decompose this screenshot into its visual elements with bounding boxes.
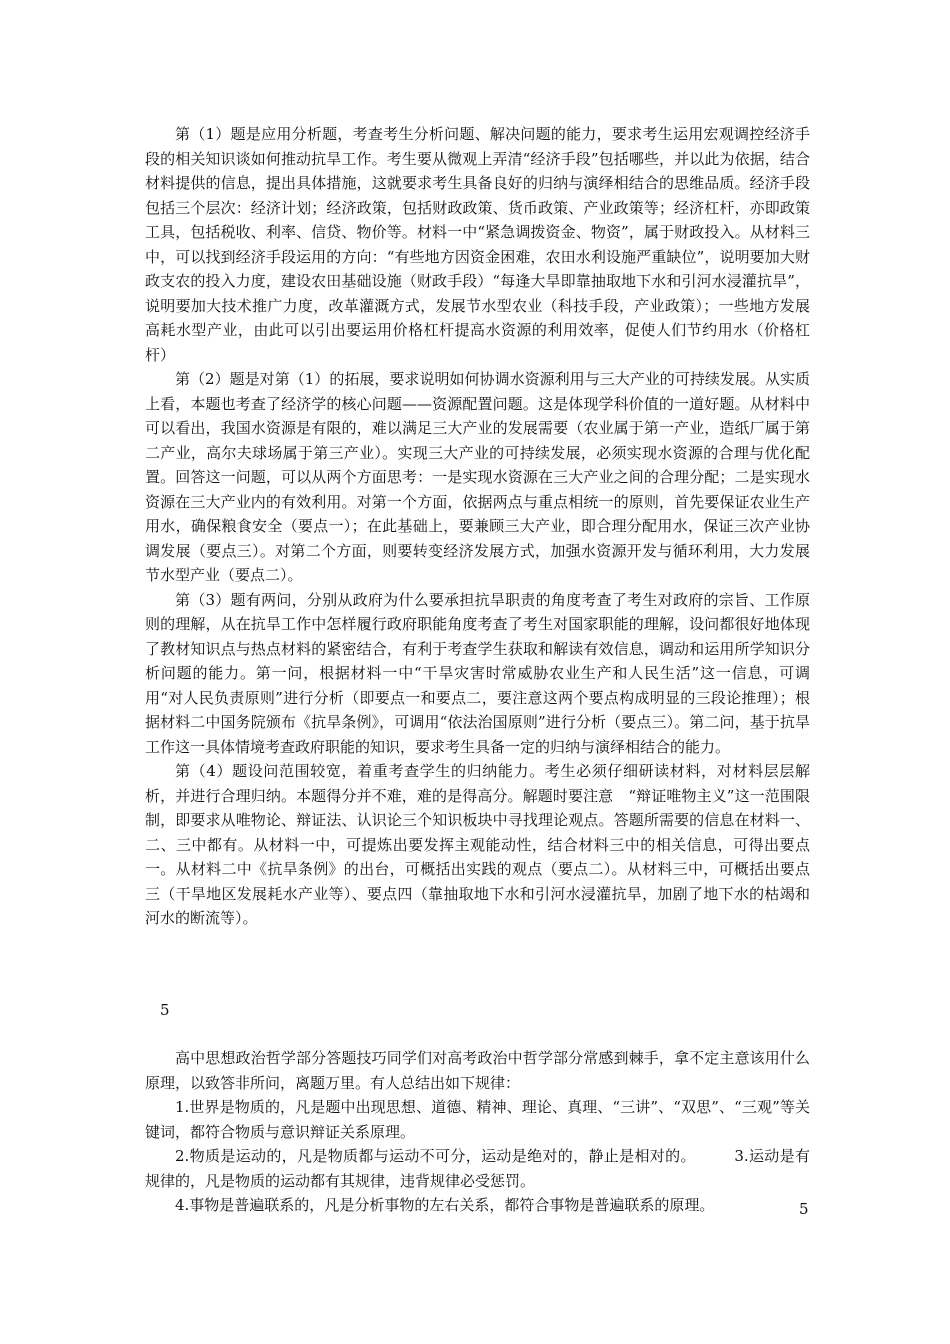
- tips-intro-paragraph: 高中思想政治哲学部分答题技巧同学们对高考政治中哲学部分常感到棘手，拿不定主意该用什么原理，以致答非所问，离题万里。有人总结出如下规律：: [145, 1049, 810, 1092]
- analysis-paragraph-1: 第（1）题是应用分析题，考查考生分析问题、解决问题的能力，要求考生运用宏观调控经济手段的相关知识谈如何推动抗旱工作。考生要从微观上弄清“经济手段”包括哪些，并以此为依据，结合材料提供的信息，提出具体措施，这就要求考生具备良好的归纳与演绎相结合的思维品质。经济手段包括三个层次：经济计划；经济政策，包括财政政策、货币政策、产业政策等；经济杠杆，亦即政策工具，包括税收、利率、信贷、物价等。材料一中“紧急调拨资金、物资”，属于财政投入。从材料三中，可以找到经济手段运用的方向：“有些地方因资金困难，农田水利设施严重缺位”，说明要加大财政支农的投入力度，建设农田基础设施（财政手段）“每逢大旱即靠抽取地下水和引河水浸灌抗旱”，说明要加大技术推广力度，改革灌溉方式，发展节水型农业（科技手段，产业政策）；一些地方发展高耗水型产业，由此可以引出要运用价格杠杆提高水资源的利用效率，促使人们节约用水（价格杠杆）: [145, 125, 810, 364]
- analysis-paragraph-3: 第（3）题有两问，分别从政府为什么要承担抗旱职责的角度考查了考生对政府的宗旨、工作原则的理解，从在抗旱工作中怎样履行政府职能角度考查了考生对国家职能的理解，设问都很好地体现了教材知识点与热点材料的紧密结合，有利于考查学生获取和解读有效信息，调动和运用所学知识分析问题的能力。第一问，根据材料一中“干旱灾害时常威胁农业生产和人民生活”这一信息，可调用“对人民负责原则”进行分析（即要点一和要点二，要注意这两个要点构成明显的三段论推理）；根据材料二中国务院颁布《抗旱条例》，可调用“依法治国原则”进行分析（要点三）。第二问，基于抗旱工作这一具体情境考查政府职能的知识，要求考生具备一定的归纳与演绎相结合的能力。: [145, 590, 810, 756]
- tips-rule-2-3: 2.物质是运动的，凡是物质都与运动不可分，运动是绝对的，静止是相对的。 3.运动是有规律的，凡是物质的运动都有其规律，违背规律必受惩罚。: [145, 1147, 810, 1190]
- page-number: 5: [160, 1001, 170, 1019]
- analysis-paragraph-2: 第（2）题是对第（1）的拓展，要求说明如何协调水资源利用与三大产业的可持续发展。从实质上看，本题也考查了经济学的核心问题——资源配置问题。这是体现学科价值的一道好题。从材料中可以看出，我国水资源是有限的，难以满足三大产业的发展需要（农业属于第一产业，造纸厂属于第二产业，高尔夫球场属于第三产业）。实现三大产业的可持续发展，必须实现水资源的合理与优化配置。回答这一问题，可以从两个方面思考：一是实现水资源在三大产业之间的合理分配；二是实现水资源在三大产业内的有效利用。对第一个方面，依据两点与重点相统一的原则，首先要保证农业生产用水，确保粮食安全（要点一）；在此基础上，要兼顾三大产业，即合理分配用水，保证三次产业协调发展（要点三）。对第二个方面，则要转变经济发展方式，加强水资源开发与循环利用，大力发展节水型产业（要点二）。: [145, 370, 810, 584]
- philosophy-tips-section: [145, 1046, 810, 1218]
- analysis-paragraph-4: 第（4）题设问范围较宽，着重考查学生的归纳能力。考生必须仔细研读材料，对材料层层解析，并进行合理归纳。本题得分并不难，难的是得高分。解题时要注意 “辩证唯物主义”这一范围限制，即要求从唯物论、辩证法、认识论三个知识板块中寻找理论观点。答题所需要的信息在材料一、二、三中都有。从材料一中，可提炼出要发挥主观能动性，结合材料三中的相关信息，可得出要点一。从材料二中《抗旱条例》的出台，可概括出实践的观点（要点二）。从材料三中，可概括出要点三（干旱地区发展耗水产业等）、要点四（靠抽取地下水和引河水浸灌抗旱，加剧了地下水的枯竭和河水的断流等）。: [145, 762, 810, 927]
- tips-rule-4: 4.事物是普遍联系的，凡是分析事物的左右关系，都符合事物是普遍联系的原理。: [175, 1196, 715, 1214]
- page-number-footer: 5: [799, 1200, 809, 1218]
- tips-rule-1: 1.世界是物质的，凡是题中出现思想、道德、精神、理论、真理、“三讲”、“双思”、“三观”等关键词，都符合物质与意识辩证关系原理。: [145, 1098, 810, 1141]
- answer-analysis-section: [145, 122, 810, 931]
